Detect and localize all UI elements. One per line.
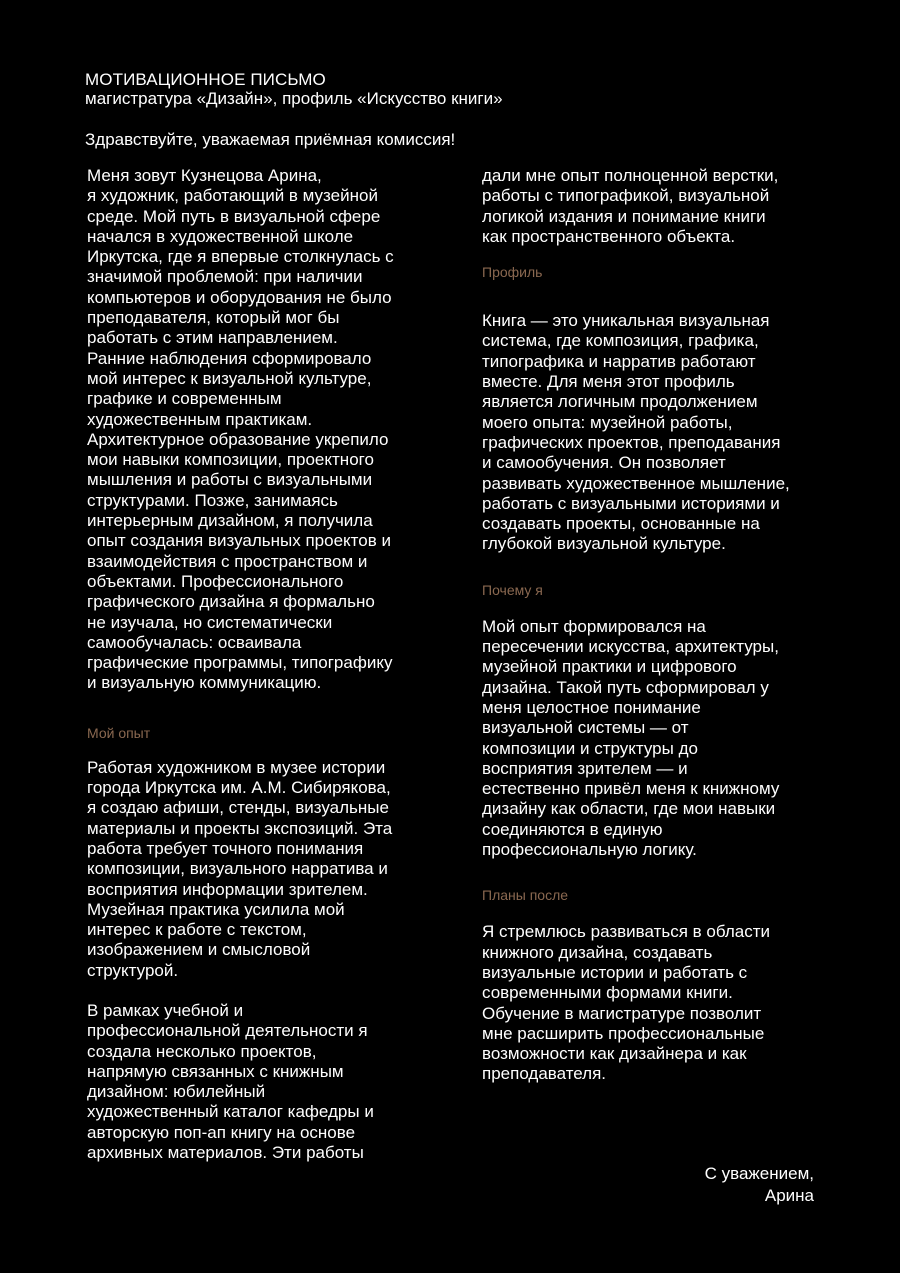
- left-column: [87, 166, 422, 1163]
- signoff: [705, 1163, 814, 1207]
- why-me-paragraph: Мой опыт формировался на пересечении искусства, архитектуры, музейной практики и цифрового дизайна. Такой путь сформировал у меня целостное понимание визуальной системы — от композиции и структуры до восприятия зрителем — и естественно привёл меня к книжному дизайну как области, где мои навыки соединяются в единую профессиональную логику.: [482, 616, 780, 860]
- section-label-profile: Профиль: [482, 264, 543, 281]
- right-column: [482, 166, 817, 1085]
- section-label-plans: Планы после: [482, 887, 569, 904]
- section-label-why-me: Почему я: [482, 581, 543, 598]
- experience-paragraph-2: В рамках учебной и профессиональной деятельности я создала несколько проектов, напрямую связанных с книжным дизайном: юбилейный художественный каталог кафедры и авторскую поп-ап книгу на основе архивных материалов. Эти работы: [87, 1000, 374, 1163]
- document-subtitle: магистратура «Дизайн», профиль «Искусство книги»: [85, 89, 503, 108]
- plans-paragraph: Я стремлюсь развиваться в области книжного дизайна, создавать визуальные истории и работать с современными формами книги. Обучение в магистратуре позволит мне расширить профессиональные возможности как дизайнера и как преподавателя.: [482, 922, 771, 1084]
- letter-header: [85, 70, 785, 108]
- experience-continuation: дали мне опыт полноценной верстки, работы с типографикой, визуальной логикой издания и понимание книги как пространственного объекта.: [482, 166, 779, 246]
- experience-paragraph-1: Работая художником в музее истории города Иркутска им. А.М. Сибирякова, я создаю афиши, стенды, визуальные материалы и проекты экспозиций. Эта работа требует точного понимания композиции, визуального нарратива и восприятия информации зрителем. Музейная практика усилила мой интерес к работе с текстом, изображением и смысловой структурой.: [87, 757, 393, 980]
- profile-paragraph: Книга — это уникальная визуальная система, где композиция, графика, типографика и нарратив работают вместе. Для меня этот профиль является логичным продолжением моего опыта: музейной работы, графических проектов, преподавания и самообучения. Он позволяет развивать художественное мышление, работать с визуальными историями и создавать проекты, основанные на глубокой визуальной культуре.: [482, 311, 790, 554]
- intro-paragraph: Меня зовут Кузнецова Арина, я художник, работающий в музейной среде. Мой путь в визуальной сфере начался в художественной школе Иркутска, где я впервые столкнулась с значимой проблемой: при наличии компьютеров и оборудования не было преподавателя, который мог бы работать с этим направлением. Ранние наблюдения сформировало мой интерес к визуальной культуре, графике и современным художественным практикам. Архитектурное образование укрепило мои навыки композиции, проектного мышления и работы с визуальными структурами. Позже, занимаясь интерьерным дизайном, я получила опыт создания визуальных проектов и взаимодействия с пространством и объектами. Профессионального графического дизайна я формально не изучала, но систематически самообучалась: осваивала графические программы, типографику и визуальную коммуникацию.: [87, 166, 394, 693]
- document-title: МОТИВАЦИОННОЕ ПИСЬМО: [85, 70, 326, 89]
- signoff-name: Арина: [764, 1186, 814, 1205]
- signoff-closing: С уважением,: [704, 1164, 814, 1183]
- section-label-experience: Мой опыт: [87, 724, 151, 741]
- greeting: Здравствуйте, уважаемая приёмная комиссия!: [85, 130, 456, 149]
